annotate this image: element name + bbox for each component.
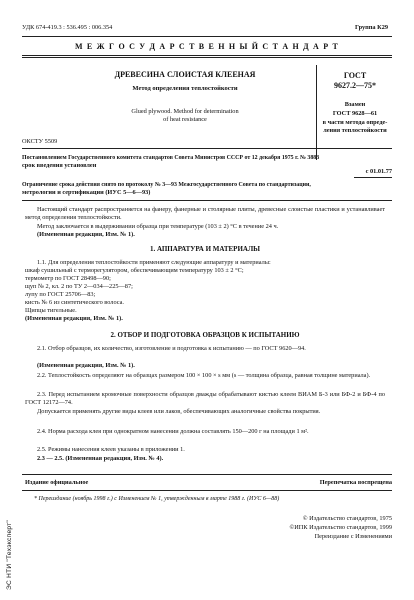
official-edition: Издание официальное <box>25 479 89 486</box>
s1-line: термометр по ГОСТ 28498—90; <box>25 275 111 282</box>
section1-heading: 1. АППАРАТУРА И МАТЕРИАЛЫ <box>149 245 261 253</box>
banner-rule-double <box>22 57 392 58</box>
decree-line1: Постановлением Государственного комитета стандартов Совета Министров СССР от 12 декабря 1975 г. № 3883 <box>22 155 320 161</box>
limit-line1: Ограничение срока действия снято по протоколу № 3—93 Межгосударственного Совета по стандартизации, <box>22 182 311 188</box>
s2-p23: 2.3. Перед испытанием кромочные поверхности образцов дважды обрабатывают кистью клеем ВИАМ Б-3 или БФ-2 и БФ-4 по ГОСТ 12172—74. <box>25 391 385 407</box>
title-en-line1: Glued plywood. Method for determination <box>131 108 239 115</box>
gost-number: 9627.2—75* <box>334 81 376 90</box>
gost-label: ГОСТ <box>343 71 367 80</box>
copyright-1999: ©ИПК Издательство стандартов, 1999 <box>289 524 392 531</box>
s2-p21-amendment: (Измененная редакция, Изм. № 1). <box>37 362 135 369</box>
s1-line: Щипцы тигельные. <box>25 307 77 314</box>
s1-line: лупу по ГОСТ 25706—83; <box>25 291 96 298</box>
s2-p23b: Допускается применять другие виды клеев или лаков, обеспечивающих аналогичные свойства покрытия. <box>37 408 321 415</box>
title-en-line2: of heat resistance <box>163 116 207 123</box>
footer-rule-2 <box>22 490 392 491</box>
s1-line: щуп № 2, кл. 2 по ТУ 2—034—225—87; <box>25 283 133 290</box>
title-divider <box>316 65 317 160</box>
banner-rule <box>22 55 392 56</box>
intro-amendment: (Измененная редакция, Изм. № 1). <box>37 231 135 238</box>
side-stamp: ЭС НТИ "Техэксперт" <box>6 519 13 590</box>
okstu-code: ОКСТУ 5509 <box>22 138 58 145</box>
s1-amendment: (Измененная редакция, Изм. № 1). <box>25 315 123 322</box>
limit-line2: метрологии и сертификации (ИУС 5—6—93) <box>22 189 151 196</box>
reissue-with-amendments: Переиздание с Изменениями <box>314 533 392 540</box>
date-underline <box>354 177 392 178</box>
s2-p25: 2.5. Режимы нанесения клеев указаны в приложении 1. <box>37 446 185 453</box>
s2-p22: 2.2. Теплостойкость определяют на образцах размером 100 × 100 × s мм (s — толщина образца, равная толщине материала). <box>37 372 371 379</box>
decree-date: с 01.01.77 <box>365 168 392 175</box>
replace-gost: ГОСТ 9628—61 <box>332 110 378 117</box>
s2-p24: 2.4. Норма расхода клея при однократном нанесении должна составлять 150—200 г на площади 1 м². <box>37 428 309 435</box>
s2-p21: 2.1. Отбор образцов, их количество, изготовление и подготовка к испытанию — по ГОСТ 9620—94. <box>37 345 306 352</box>
s2-p25-amendment: 2.3 — 2.5. (Измененная редакция, Изм. № 4). <box>37 455 164 462</box>
replace-note-line1: в части метода опреде- <box>322 119 388 126</box>
standard-type-banner: М Е Ж Г О С У Д А Р С Т В Е Н Н Ы Й С Т А Н Д А Р Т <box>74 42 340 51</box>
title-main: ДРЕВЕСИНА СЛОИСТАЯ КЛЕЕНАЯ <box>114 70 256 79</box>
section2-heading: 2. ОТБОР И ПОДГОТОВКА ОБРАЗЦОВ К ИСПЫТАНИЮ <box>110 331 300 339</box>
method-paragraph: Метод заключается в выдерживании образца при температуре (103 ± 2) °С в течение 24 ч. <box>37 223 279 230</box>
s1-line: 1.1. Для определения теплостойкости применяют следующие аппаратуру и материалы: <box>37 259 271 266</box>
replace-note-line2: ления теплостойкости <box>323 127 387 134</box>
reissue-note: * Переиздание (ноябрь 1998 г.) с Изменением № 1, утвержденным в марте 1988 г. (ИУС 6—88) <box>34 496 280 502</box>
s1-line: кисть № 6 из синтетического волоса. <box>25 299 124 306</box>
intro-paragraph: Настоящий стандарт распространяется на фанеру, фанерные и столярные плиты, древесные слоистые пластики и устанавливает метод определения теплостойкости. <box>25 206 385 222</box>
okstu-rule <box>22 148 392 149</box>
decree-rule <box>22 200 392 201</box>
title-sub: Метод определения теплостойкости <box>132 85 238 92</box>
replace-label: Взамен <box>344 101 366 108</box>
group-code: Группа К29 <box>354 24 388 31</box>
s1-line: шкаф сушильный с терморегулятором, обеспечивающим температуру 103 ± 2 °С; <box>25 267 244 274</box>
udk-code: УДК 674-419.3 : 536.495 : 006.354 <box>22 24 113 31</box>
decree-line2: срок введения установлен <box>22 162 97 169</box>
header-rule <box>22 36 392 37</box>
footer-rule <box>22 474 392 475</box>
copyright-1975: © Издательство стандартов, 1975 <box>302 515 392 522</box>
reprint-prohibited: Перепечатка воспрещена <box>319 479 392 486</box>
